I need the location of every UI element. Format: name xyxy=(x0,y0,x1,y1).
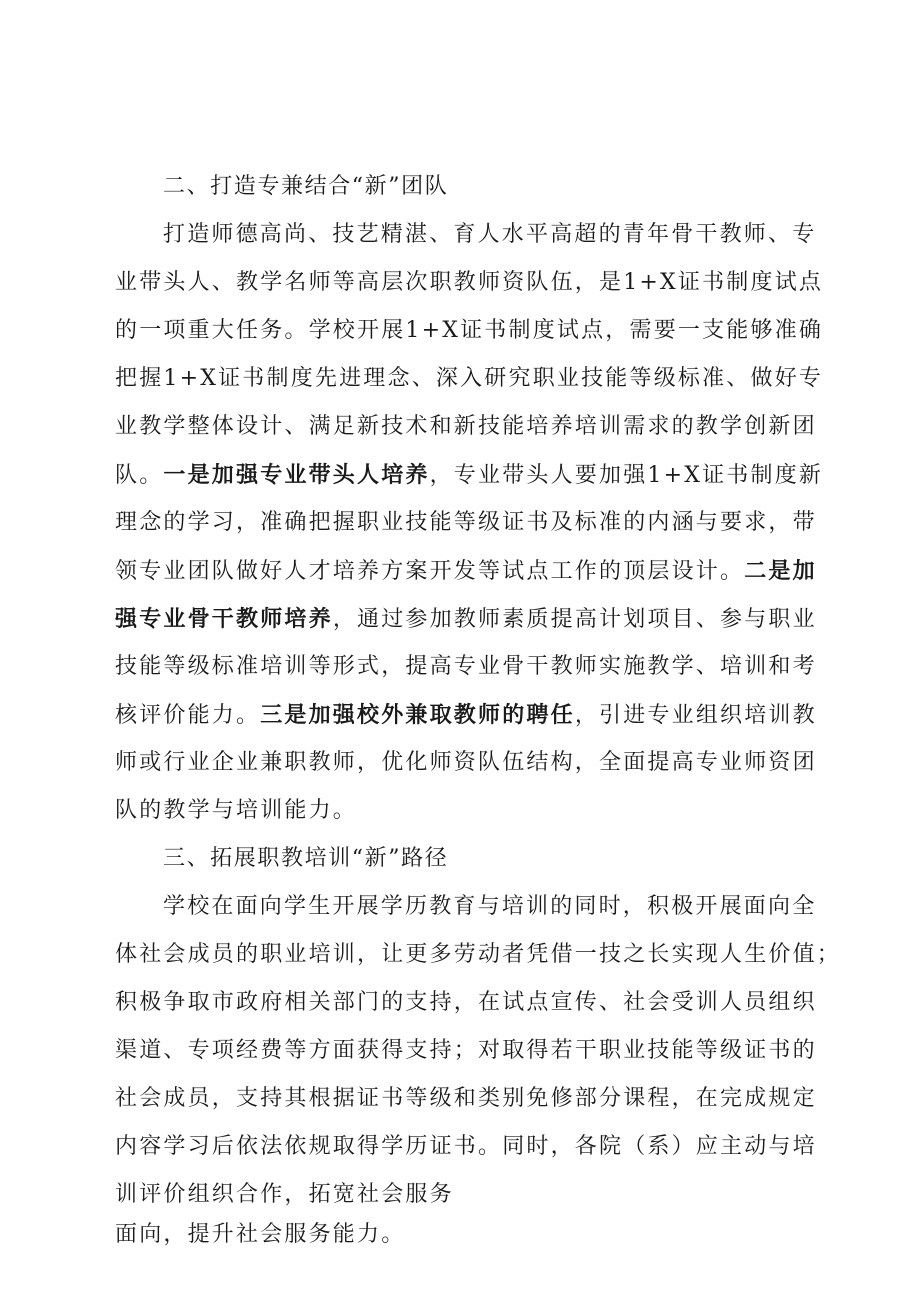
emphasis-text: 二是加 xyxy=(744,558,817,584)
line-text: 核评价能力。 xyxy=(115,703,261,728)
line-text: ，专业带头人要加强1+X证书制度新 xyxy=(429,463,824,488)
emphasis-text: 一是加强专业带头人培养 xyxy=(163,462,430,488)
section-heading-team: 二、打造专兼结合“新”团队 xyxy=(163,174,449,199)
paragraph-line: 队的教学与培训能力。 xyxy=(115,798,358,823)
paragraph-line: 业教学整体设计、满足新技术和新技能培养培训需求的教学创新团 xyxy=(115,414,817,439)
paragraph-line: 业带头人、教学名师等高层次职教师资队伍，是1+X证书制度试点 xyxy=(115,270,824,295)
paragraph-line: 的一项重大任务。学校开展1+X证书制度试点，需要一支能够准确 xyxy=(115,318,824,343)
paragraph-line: 理念的学习，准确把握职业技能等级证书及标准的内涵与要求，带 xyxy=(115,510,817,535)
paragraph-line: 师或行业企业兼职教师，优化师资队伍结构，全面提高专业师资团 xyxy=(115,750,817,775)
line-text: 领专业团队做好人才培养方案开发等试点工作的顶层设计。 xyxy=(115,559,745,584)
paragraph-line: 积极争取市政府相关部门的支持，在试点宣传、社会受训人员组织 xyxy=(115,990,817,1015)
line-text: ，引进专业组织培训教 xyxy=(574,703,817,728)
emphasis-text: 三是加强校外兼取教师的聘任 xyxy=(260,702,575,728)
paragraph-line: 内容学习后依法依规取得学历证书。同时，各院（系）应主动与培 xyxy=(115,1134,817,1159)
paragraph-line: 体社会成员的职业培训，让更多劳动者凭借一技之长实现人生价值； xyxy=(115,942,842,967)
paragraph-line: 社会成员，支持其根据证书等级和类别免修部分课程，在完成规定 xyxy=(115,1086,817,1111)
paragraph-line: 面向，提升社会服务能力。 xyxy=(115,1222,406,1247)
paragraph-line xyxy=(115,453,823,497)
paragraph-line xyxy=(115,597,817,641)
paragraph-line: 技能等级标准培训等形式，提高专业骨干教师实施教学、培训和考 xyxy=(115,654,817,679)
paragraph-line: 渠道、专项经费等方面获得支持；对取得若干职业技能等级证书的 xyxy=(115,1038,817,1063)
paragraph-line: 学校在面向学生开展学历教育与培训的同时，积极开展面向全 xyxy=(163,894,817,919)
paragraph-line: 打造师德高尚、技艺精湛、育人水平高超的青年骨干教师、专 xyxy=(163,222,817,247)
emphasis-text: 强专业骨干教师培养 xyxy=(115,606,333,632)
line-text: 队。 xyxy=(115,463,164,488)
paragraph-line xyxy=(115,693,817,737)
line-text: ，通过参加教师素质提高计划项目、参与职业 xyxy=(332,607,817,632)
paragraph-line xyxy=(115,549,817,593)
paragraph-line: 把握1+X证书制度先进理念、深入研究职业技能等级标准、做好专 xyxy=(115,366,824,391)
paragraph-line: 训评价组织合作，拓宽社会服务 xyxy=(115,1182,454,1207)
section-heading-training: 三、拓展职教培训“新”路径 xyxy=(163,846,449,871)
